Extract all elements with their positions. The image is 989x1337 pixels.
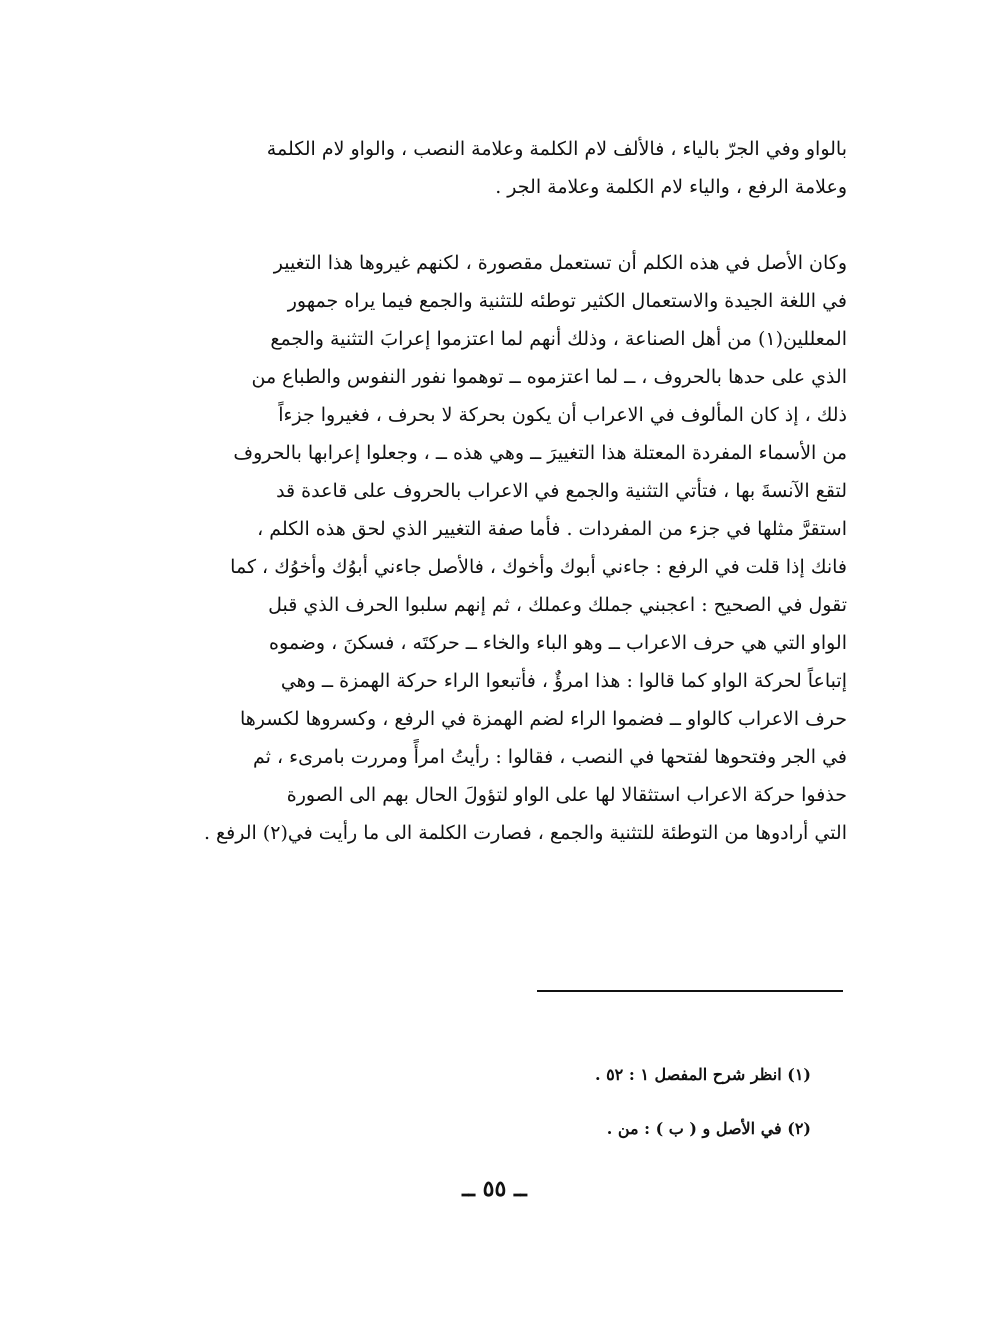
text-line: الذي على حدها بالحروف ، ــ لما اعتزموه ــ توهموا نفور النفوس والطباع من: [251, 366, 847, 388]
paragraph-2: [145, 244, 847, 852]
text-line: من الأسماء المفردة المعتلة هذا التغييرَ ــ وهي هذه ــ ، وجعلوا إعرابها بالحروف: [233, 442, 847, 464]
text-line: فانك إذا قلت في الرفع : جاءني أبوك وأخوك ، فالأصل جاءني أبوُك وأخوُك ، كما: [230, 556, 847, 578]
page-number: ــ ٥٥ ــ: [462, 1176, 527, 1202]
text-line: ذلك ، إذ كان المألوف في الاعراب أن يكون بحركة لا بحرف ، فغيروا جزءاً: [278, 404, 847, 426]
text-line: إتباعاً لحركة الواو كما قالوا : هذا امرؤٌ ، فأتبعوا الراء حركة الهمزة ــ وهي: [280, 670, 847, 692]
text-line: التي أرادوها من التوطئة للتثنية والجمع ، فصارت الكلمة الى ما رأيت في(٢) الرفع .: [203, 822, 847, 844]
text-line: حرف الاعراب كالواو ــ فضموا الراء لضم الهمزة في الرفع ، وكسروها لكسرها: [239, 708, 847, 730]
paragraph-1: [145, 130, 847, 206]
footnote-2: (٢) في الأصل و ( ب ) : من .: [606, 1119, 811, 1138]
text-line: حذفوا حركة الاعراب استثقالا لها على الواو لتؤولَ الحال بهم الى الصورة: [286, 784, 847, 806]
text-line: في اللغة الجيدة والاستعمال الكثير توطئه للتثنية والجمع فيما يراه جمهور: [287, 290, 847, 312]
footnotes: [311, 1048, 811, 1156]
text-line: في الجر وفتحوها لفتحها في النصب ، فقالوا : رأيتُ امرأً ومررت بامرىء ، ثم: [253, 746, 847, 768]
footnote-1: (١) انظر شرح المفصل ١ : ٥٢ .: [594, 1065, 811, 1084]
text-line: المعللين(١) من أهل الصناعة ، وذلك أنهم لما اعتزموا إعرابَ التثنية والجمع: [270, 328, 847, 350]
text-line: تقول في الصحيح : اعجبني جملك وعملك ، ثم إنهم سلبوا الحرف الذي قبل: [268, 594, 847, 616]
text-line: وعلامة الرفع ، والياء لام الكلمة وعلامة الجر .: [495, 176, 847, 198]
text-line: استقرَّ مثلها في جزء من المفردات . فأما صفة التغيير الذي لحق هذه الكلم ،: [257, 518, 847, 540]
text-line: بالواو وفي الجرّ بالياء ، فالألف لام الكلمة وعلامة النصب ، والواو لام الكلمة: [266, 138, 847, 160]
text-line: لتقع الآنسةَ بها ، فتأتي التثنية والجمع في الاعراب بالحروف على قاعدة قد: [276, 480, 847, 502]
footnote-divider: [537, 990, 843, 992]
text-line: وكان الأصل في هذه الكلم أن تستعمل مقصورة ، لكنهم غيروها هذا التغيير: [273, 252, 847, 274]
text-line: الواو التي هي حرف الاعراب ــ وهو الباء والخاء ــ حركتَه ، فسكنَ ، وضموه: [269, 632, 847, 654]
